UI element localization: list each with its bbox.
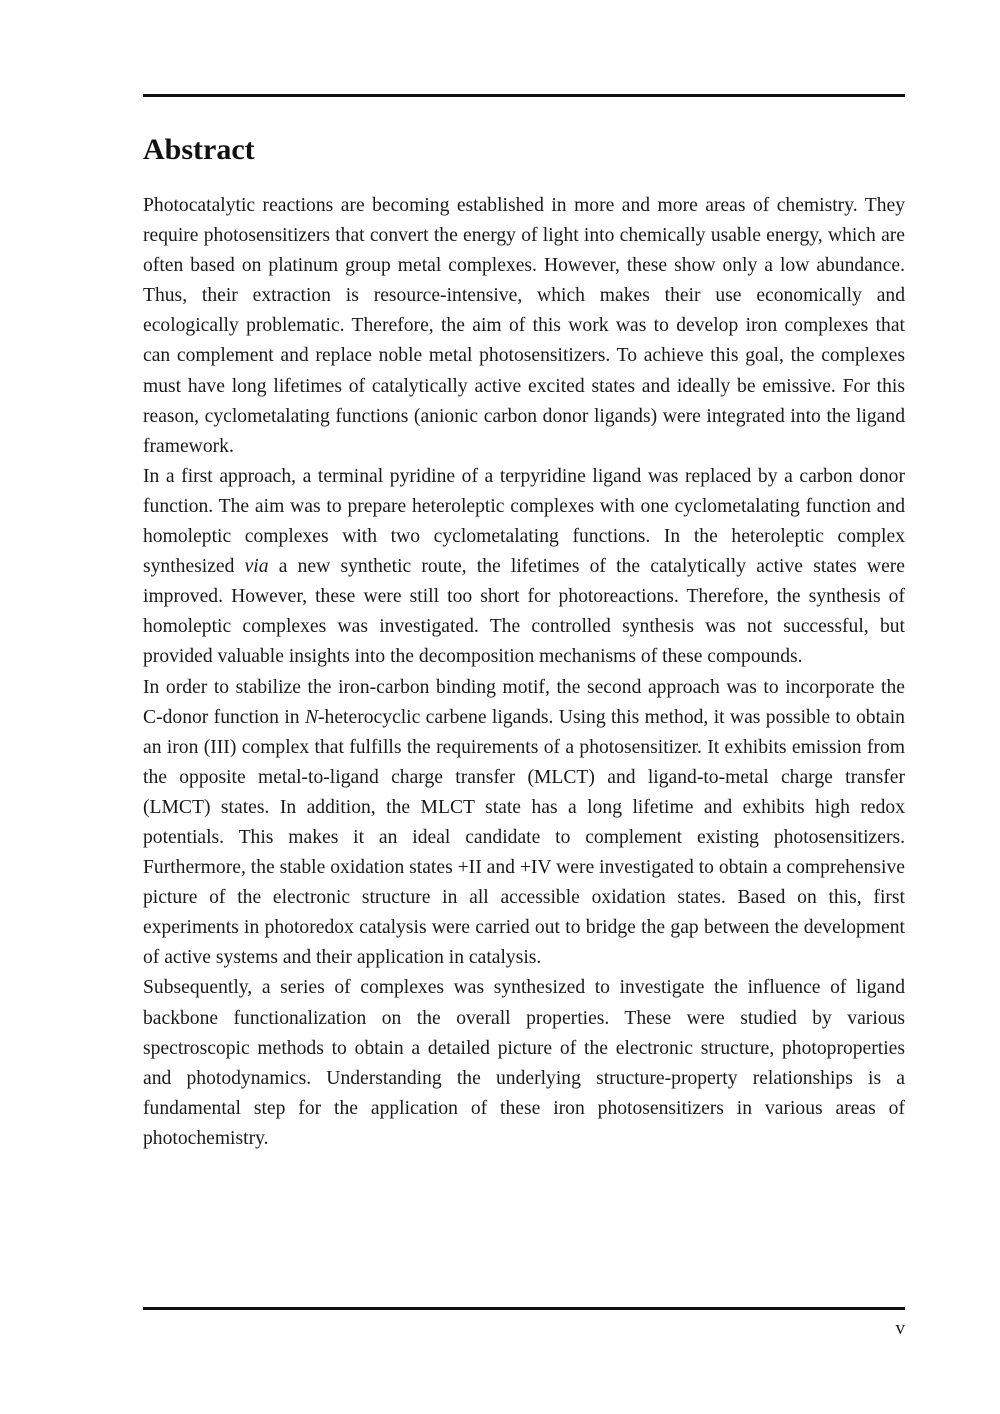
abstract-paragraph-2 — [143, 462, 905, 673]
page-number: v — [895, 1318, 905, 1339]
top-rule — [143, 94, 905, 97]
emphasis-n: N — [304, 706, 319, 728]
abstract-paragraph-3 — [143, 673, 905, 974]
abstract-paragraph-4: Subsequently, a series of complexes was synthesized to investigate the influence of ligand backbone functionalization on the overall properties. These were studied by various spectroscopic methods to obtain a detailed picture of the electronic structure, photoproperties and photodynamics. Understanding the underlying structure-property relationships is a fundamental step for the application of these iron photosensitizers in various areas of photochemistry. — [143, 977, 905, 1149]
paragraph-text: In order to stabilize the iron-carbon binding motif, the second approach was to incorporate the C-donor function in — [143, 676, 905, 728]
paragraph-text: In a first approach, a terminal pyridine of a terpyridine ligand was replaced by a carbon donor function. The aim was to prepare heteroleptic complexes with one cyclometalating function and homoleptic complexes with two cyclometalating functions. In the heteroleptic complex synthesized — [143, 465, 905, 578]
paragraph-text: a new synthetic route, the lifetimes of the catalytically active states were improved. However, these were still too short for photoreactions. Therefore, the synthesis of homoleptic complexes was investigated. The controlled synthesis was not successful, but provided valuable insights into the decomposition mechanisms of these compounds. — [143, 556, 905, 668]
abstract-body — [143, 191, 905, 1154]
bottom-rule — [143, 1307, 905, 1310]
paragraph-text: -heterocyclic carbene ligands. Using this method, it was possible to obtain an iron (III) complex that fulfills the requirements of a photosensitizer. It exhibits emission from the opposite metal-to-ligand charge transfer (MLCT) and ligand-to-metal charge transfer (LMCT) states. In addition, the MLCT state has a long lifetime and exhibits high redox potentials. This makes it an ideal candidate to complement existing photosensitizers. Furthermore, the stable oxidation states +II and +IV were investigated to obtain a comprehensive picture of the electronic structure in all accessible oxidation states. Based on this, first experiments in photoredox catalysis were carried out to bridge the gap between the development of active systems and their application in catalysis. — [143, 706, 905, 969]
abstract-paragraph-1: Photocatalytic reactions are becoming established in more and more areas of chemistry. They require photosensitizers that convert the energy of light into chemically usable energy, which are often based on platinum group metal complexes. However, these show only a low abundance. Thus, their extraction is resource-intensive, which makes their use economically and ecologically problematic. Therefore, the aim of this work was to develop iron complexes that can complement and replace noble metal photosensitizers. To achieve this goal, the complexes must have long lifetimes of catalytically active excited states and ideally be emissive. For this reason, cyclometalating functions (anionic carbon donor ligands) were integrated into the ligand framework. — [143, 195, 905, 457]
page-title: Abstract — [143, 133, 255, 166]
emphasis-via: via — [244, 556, 269, 578]
